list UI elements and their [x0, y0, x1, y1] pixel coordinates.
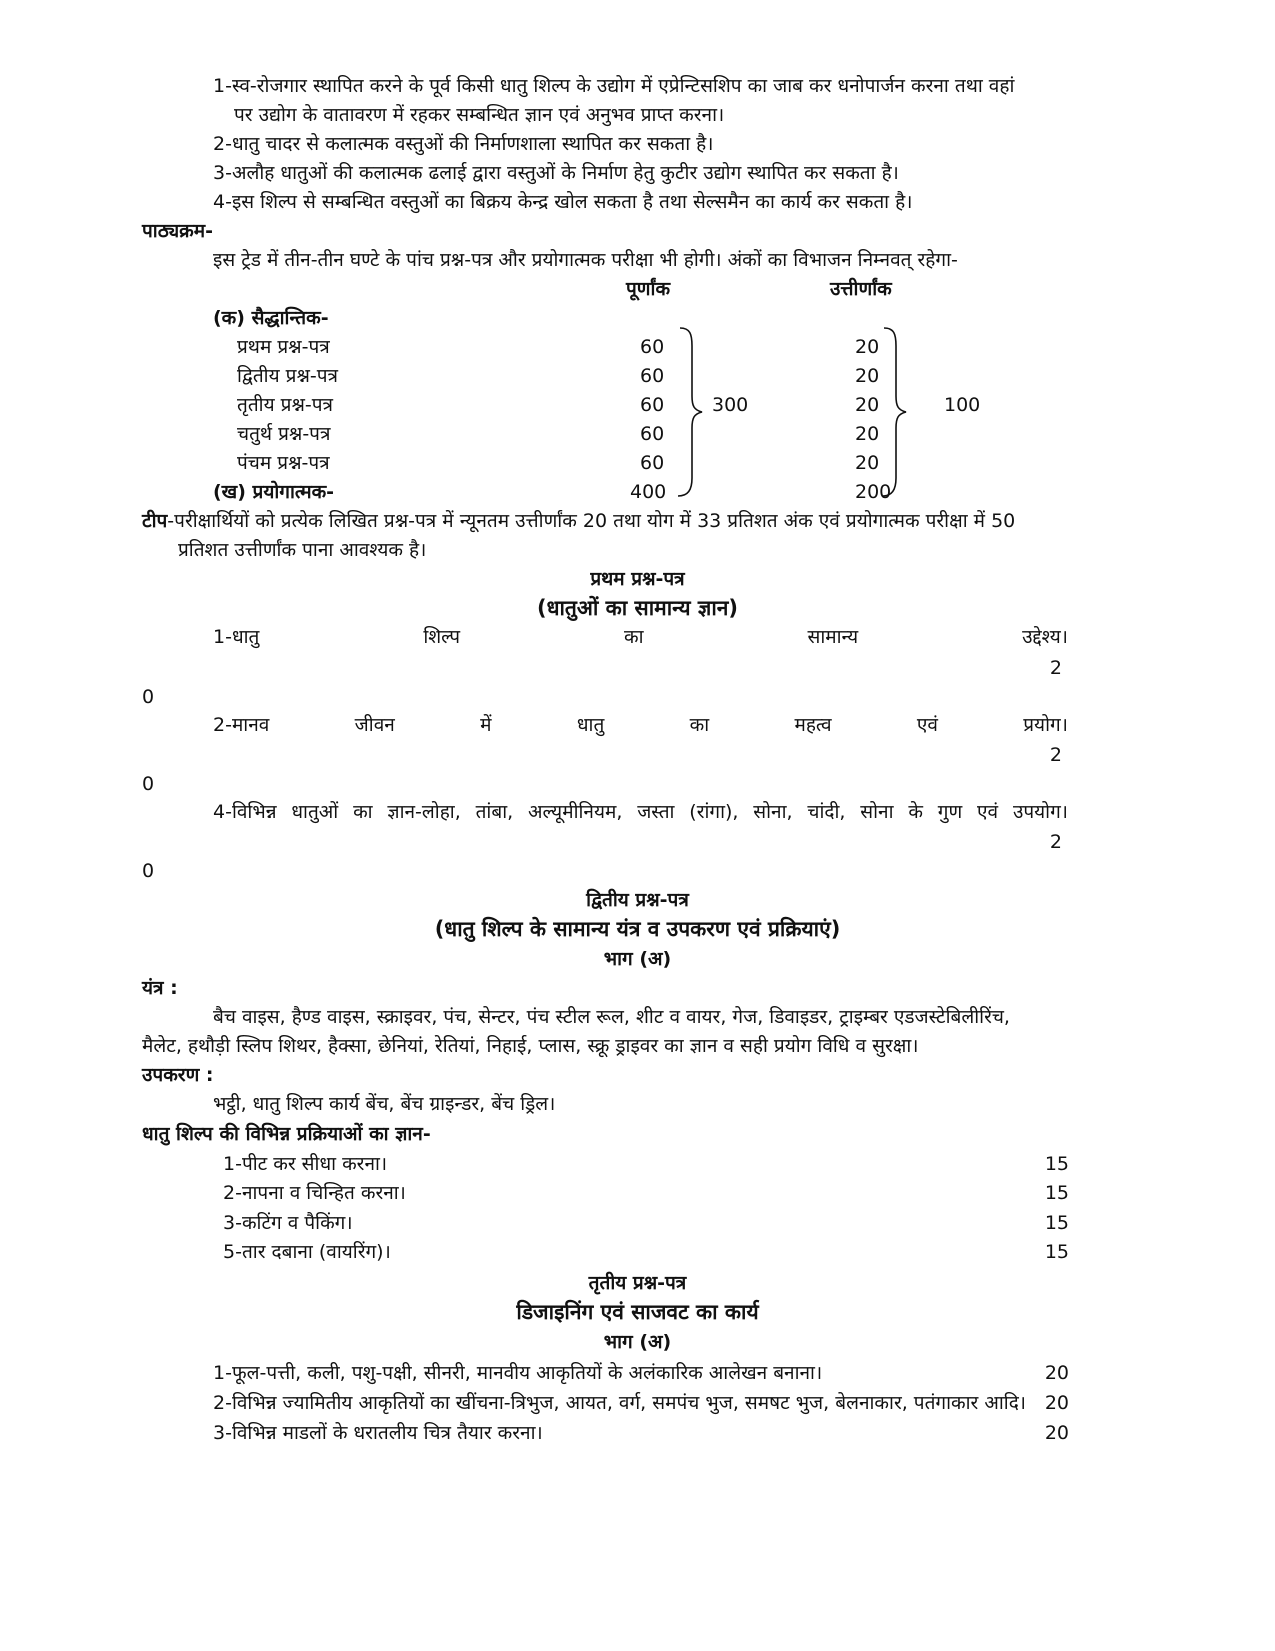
paper-row-pass: 20 [855, 423, 880, 445]
paper-row-full: 60 [640, 452, 665, 474]
syllabus-heading: पाठ्यक्रम- [142, 220, 214, 242]
note-head: टीप [142, 510, 168, 532]
full-marks-brace-icon [678, 326, 704, 498]
word: 4-विभिन्न [213, 801, 277, 823]
word: एवं [977, 801, 999, 823]
process-item-mark: 15 [1044, 1153, 1069, 1175]
word: गुण [937, 801, 963, 823]
word: शिल्प [423, 626, 461, 648]
word: तांबा, [475, 801, 514, 823]
paper-row-full: 60 [640, 394, 665, 416]
paper1-item-2 [213, 712, 1068, 738]
equipment-heading: उपकरण : [142, 1064, 214, 1086]
intro-line-1-cont: पर उद्योग के वातावरण में रहकर सम्बन्धित ज्ञान एवं अनुभव प्राप्त करना। [234, 104, 725, 126]
paper3-part: भाग (अ) [603, 1331, 672, 1353]
paper1-item-3 [213, 799, 1068, 825]
paper1-item-2-mark-tail: 0 [142, 773, 155, 795]
word: ज्ञान-लोहा, [387, 801, 461, 823]
process-item-mark: 15 [1044, 1212, 1069, 1234]
paper3-item: 2-विभिन्न ज्यामितीय आकृतियों का खींचना-त्रिभुज, आयत, वर्ग, समपंच भुज, समषट भुज, बेलनाकार, पतंगाकार आदि। [213, 1392, 1026, 1414]
note-line-1 [142, 508, 1068, 534]
practical-label: (ख) प्रयोगात्मक- [213, 481, 335, 503]
paper-row-label: तृतीय प्रश्न-पत्र [237, 394, 334, 416]
intro-line-3: 3-अलौह धातुओं की कलात्मक ढलाई द्वारा वस्तुओं के निर्माण हेतु कुटीर उद्योग स्थापित कर सकता है। [213, 162, 899, 184]
paper1-item-1-mark-tail: 0 [142, 686, 155, 708]
paper1-subtitle: (धातुओं का सामान्य ज्ञान) [536, 596, 739, 620]
word: (रांगा), [689, 801, 739, 823]
word: प्रयोग। [1023, 714, 1068, 736]
word: जस्ता [637, 801, 675, 823]
paper-row-full: 60 [640, 336, 665, 358]
word: चांदी, [807, 801, 846, 823]
paper2-title: द्वितीय प्रश्न-पत्र [586, 889, 689, 911]
paper1-item-3-mark-tail: 0 [142, 860, 155, 882]
tools-line-2: मैलेट, हथौड़ी स्लिप शिथर, हैक्सा, छेनियां, रेतियां, निहाई, प्लास, स्क्रू ड्राइवर का ज्ञान व सही प्रयोग विधि व सुरक्षा। [142, 1035, 919, 1057]
word: 2-मानव [213, 714, 270, 736]
theory-label: (क) सैद्धान्तिक- [213, 307, 329, 329]
word: धातुओं [291, 801, 339, 823]
word: सोना, [753, 801, 793, 823]
word: का [353, 801, 373, 823]
paper3-item: 1-फूल-पत्ती, कली, पशु-पक्षी, सीनरी, मानवीय आकृतियों के अलंकारिक आलेखन बनाना। [213, 1362, 823, 1384]
word: धातु [576, 714, 605, 736]
paper1-title: प्रथम प्रश्न-पत्र [590, 568, 685, 590]
note-text: -परीक्षार्थियों को प्रत्येक लिखित प्रश्न-पत्र में न्यूनतम उत्तीर्णांक 20 तथा योग में 33 प्रतिशत अंक एवं प्रयोगात्मक परीक्षा में 50 [167, 510, 1016, 532]
practical-full: 400 [630, 481, 667, 503]
process-item: 1-पीट कर सीधा करना। [223, 1153, 388, 1175]
word: 1-धातु [213, 626, 260, 648]
paper1-item-3-mark: 2 [1049, 831, 1062, 853]
process-item: 5-तार दबाना (वायरिंग)। [223, 1241, 391, 1263]
process-item-mark: 15 [1044, 1182, 1069, 1204]
paper3-item-mark: 20 [1044, 1422, 1069, 1444]
paper3-title: तृतीय प्रश्न-पत्र [588, 1272, 687, 1294]
processes-heading: धातु शिल्प की विभिन्न प्रक्रियाओं का ज्ञान- [142, 1123, 431, 1145]
paper3-item-mark: 20 [1044, 1362, 1069, 1384]
word: के [908, 801, 923, 823]
process-item: 3-कटिंग व पैकिंग। [223, 1212, 353, 1234]
word: अल्यूमीनियम, [527, 801, 623, 823]
paper-row-label: पंचम प्रश्न-पत्र [237, 452, 330, 474]
paper2-subtitle: (धातु शिल्प के सामान्य यंत्र व उपकरण एवं प्रक्रियाएं) [434, 917, 841, 941]
paper-row-pass: 20 [855, 336, 880, 358]
col-pass-marks: उत्तीर्णांक [830, 278, 892, 300]
paper2-part: भाग (अ) [603, 948, 672, 970]
pass-marks-brace-icon [882, 326, 908, 498]
pass-marks-total: 100 [944, 394, 981, 416]
word: उपयोग। [1012, 801, 1068, 823]
paper-row-pass: 20 [855, 365, 880, 387]
word: सामान्य [807, 626, 859, 648]
intro-line-4: 4-इस शिल्प से सम्बन्धित वस्तुओं का बिक्रय केन्द्र खोल सकता है तथा सेल्समैन का कार्य कर सकता है। [213, 191, 913, 213]
paper3-subtitle: डिजाइनिंग एवं साजवट का कार्य [516, 1300, 759, 1324]
paper-row-label: प्रथम प्रश्न-पत्र [237, 336, 330, 358]
paper-row-pass: 20 [855, 394, 880, 416]
practical-pass: 200 [855, 481, 892, 503]
paper1-item-2-mark: 2 [1049, 744, 1062, 766]
word: में [480, 714, 492, 736]
word: एवं [916, 714, 938, 736]
tools-heading: यंत्र : [142, 977, 178, 999]
paper-row-pass: 20 [855, 452, 880, 474]
paper1-item-1-mark: 2 [1049, 657, 1062, 679]
paper-row-full: 60 [640, 423, 665, 445]
col-full-marks: पूर्णांक [626, 278, 671, 300]
note-line-2: प्रतिशत उत्तीर्णांक पाना आवश्यक है। [178, 539, 427, 561]
word: महत्व [794, 714, 832, 736]
word: का [624, 626, 644, 648]
process-item: 2-नापना व चिन्हित करना। [223, 1182, 406, 1204]
paper-row-label: चतुर्थ प्रश्न-पत्र [237, 423, 331, 445]
syllabus-text: इस ट्रेड में तीन-तीन घण्टे के पांच प्रश्न-पत्र और प्रयोगात्मक परीक्षा भी होगी। अंकों का विभाजन निम्नवत् रहेगा- [213, 249, 958, 271]
tools-line-1: बैच वाइस, हैण्ड वाइस, स्क्राइवर, पंच, सेन्टर, पंच स्टील रूल, शीट व वायर, गेज, डिवाइडर, ट्राइम्बर एडजस्टेबिलीरिंच, [213, 1006, 1010, 1028]
intro-line-2: 2-धातु चादर से कलात्मक वस्तुओं की निर्माणशाला स्थापित कर सकता है। [213, 133, 714, 155]
word: उद्देश्य। [1022, 626, 1068, 648]
process-item-mark: 15 [1044, 1241, 1069, 1263]
intro-line-1: 1-स्व-रोजगार स्थापित करने के पूर्व किसी धातु शिल्प के उद्योग में एप्रेन्टिसशिप का जाब कर धनोपार्जन करना तथा वहां [213, 75, 1015, 97]
paper3-item-mark: 20 [1044, 1392, 1069, 1414]
paper3-item: 3-विभिन्न माडलों के धरातलीय चित्र तैयार करना। [213, 1422, 543, 1444]
paper-row-full: 60 [640, 365, 665, 387]
paper-row-label: द्वितीय प्रश्न-पत्र [237, 365, 339, 387]
paper1-item-1 [213, 624, 1068, 650]
word: जीवन [354, 714, 395, 736]
word: का [689, 714, 710, 736]
word: सोना [860, 801, 894, 823]
equipment-text: भट्ठी, धातु शिल्प कार्य बेंच, बेंच ग्राइन्डर, बेंच ड्रिल। [213, 1093, 556, 1115]
full-marks-total: 300 [712, 394, 749, 416]
